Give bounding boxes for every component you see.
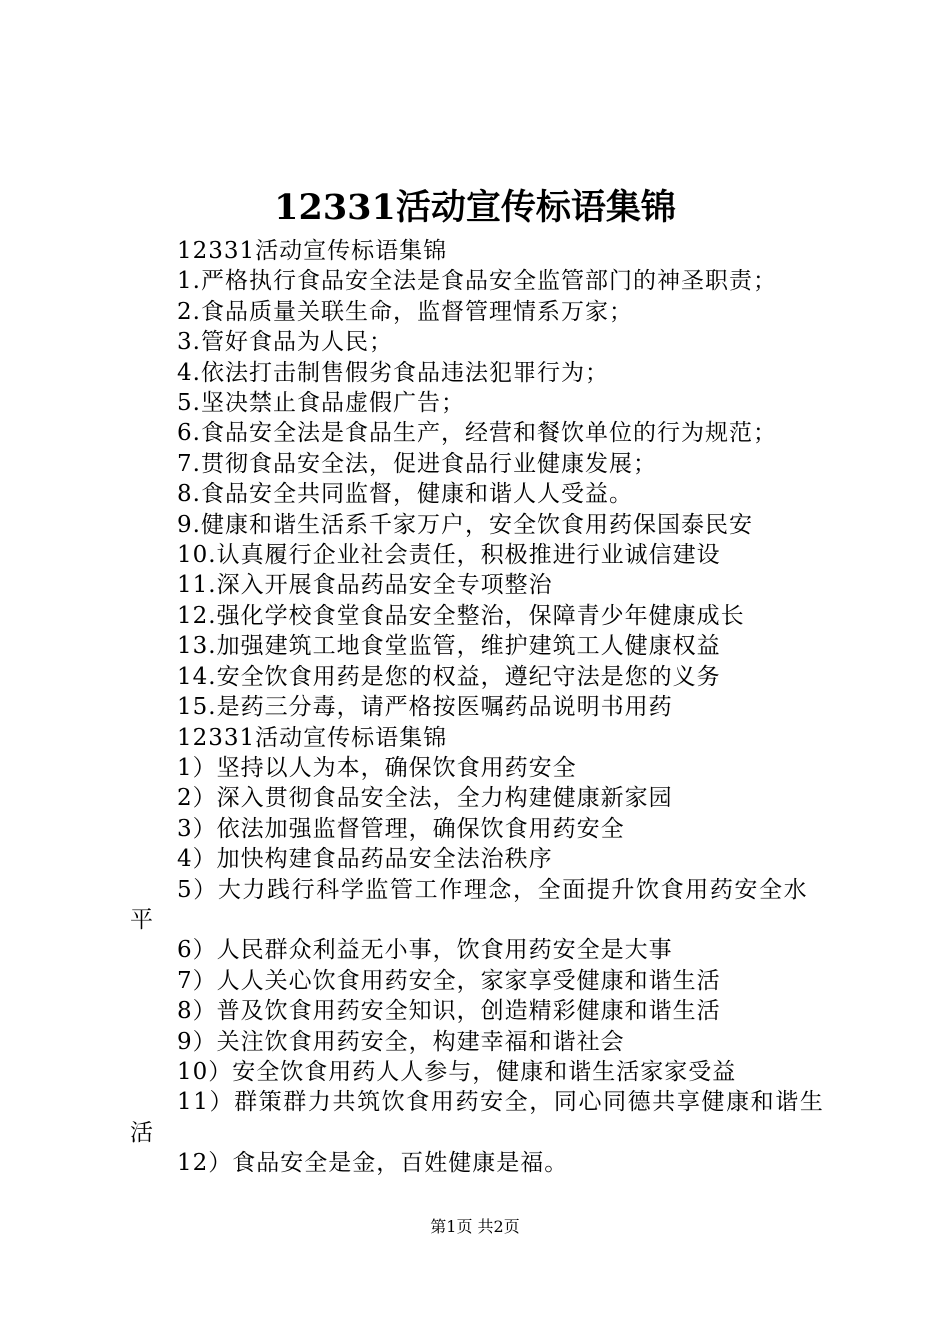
paragraph: 2）深入贯彻食品安全法，全力构建健康新家园 [177,785,673,812]
paragraph: 4）加快构建食品药品安全法治秩序 [177,846,553,873]
document-title: 12331活动宣传标语集锦 [274,187,676,228]
document-body [130,236,830,1179]
page-number-footer: 第1页 共2页 [430,1217,520,1236]
paragraph: 5.坚决禁止食品虚假广告； [177,390,465,417]
paragraph: 7）人人关心饮食用药安全，家家享受健康和谐生活 [177,967,721,994]
paragraph: 10）安全饮食用药人人参与，健康和谐生活家家受益 [177,1058,737,1085]
paragraph: 1）坚持以人为本，确保饮食用药安全 [177,754,577,781]
paragraph: 4.依法打击制售假劣食品违法犯罪行为； [177,359,609,386]
paragraph: 8）普及饮食用药安全知识，创造精彩健康和谐生活 [177,998,721,1025]
paragraph: 3.管好食品为人民； [177,329,393,356]
paragraph: 13.加强建筑工地食堂监管，维护建筑工人健康权益 [177,633,721,660]
paragraph: 9）关注饮食用药安全，构建幸福和谐社会 [177,1028,625,1055]
paragraph: 10.认真履行企业社会责任，积极推进行业诚信建设 [177,542,721,569]
paragraph: 6）人民群众利益无小事，饮食用药安全是大事 [177,937,673,964]
paragraph: 12331活动宣传标语集锦 [177,238,448,264]
paragraph: 8.食品安全共同监督，健康和谐人人受益。 [177,481,633,508]
paragraph: 6.食品安全法是食品生产，经营和餐饮单位的行为规范； [177,420,777,447]
paragraph: 9.健康和谐生活系千家万户，安全饮食用药保国泰民安 [177,511,753,538]
paragraph: 12331活动宣传标语集锦 [177,724,448,751]
paragraph: 7.贯彻食品安全法，促进食品行业健康发展； [177,450,657,477]
paragraph: 5）大力践行科学监管工作理念，全面提升饮食用药安全水平 [130,876,809,933]
paragraph: 11）群策群力共筑饮食用药安全，同心同德共享健康和谐生活 [130,1089,825,1146]
paragraph: 2.食品质量关联生命，监督管理情系万家； [177,298,633,325]
paragraph: 3）依法加强监督管理，确保饮食用药安全 [177,815,625,842]
paragraph: 1.严格执行食品安全法是食品安全监管部门的神圣职责； [177,268,777,295]
paragraph: 15.是药三分毒，请严格按医嘱药品说明书用药 [177,694,673,721]
paragraph: 12）食品安全是金，百姓健康是福。 [177,1150,569,1177]
paragraph: 11.深入开展食品药品安全专项整治 [177,572,553,599]
paragraph: 14.安全饮食用药是您的权益，遵纪守法是您的义务 [177,663,721,690]
paragraph: 12.强化学校食堂食品安全整治，保障青少年健康成长 [177,602,745,629]
